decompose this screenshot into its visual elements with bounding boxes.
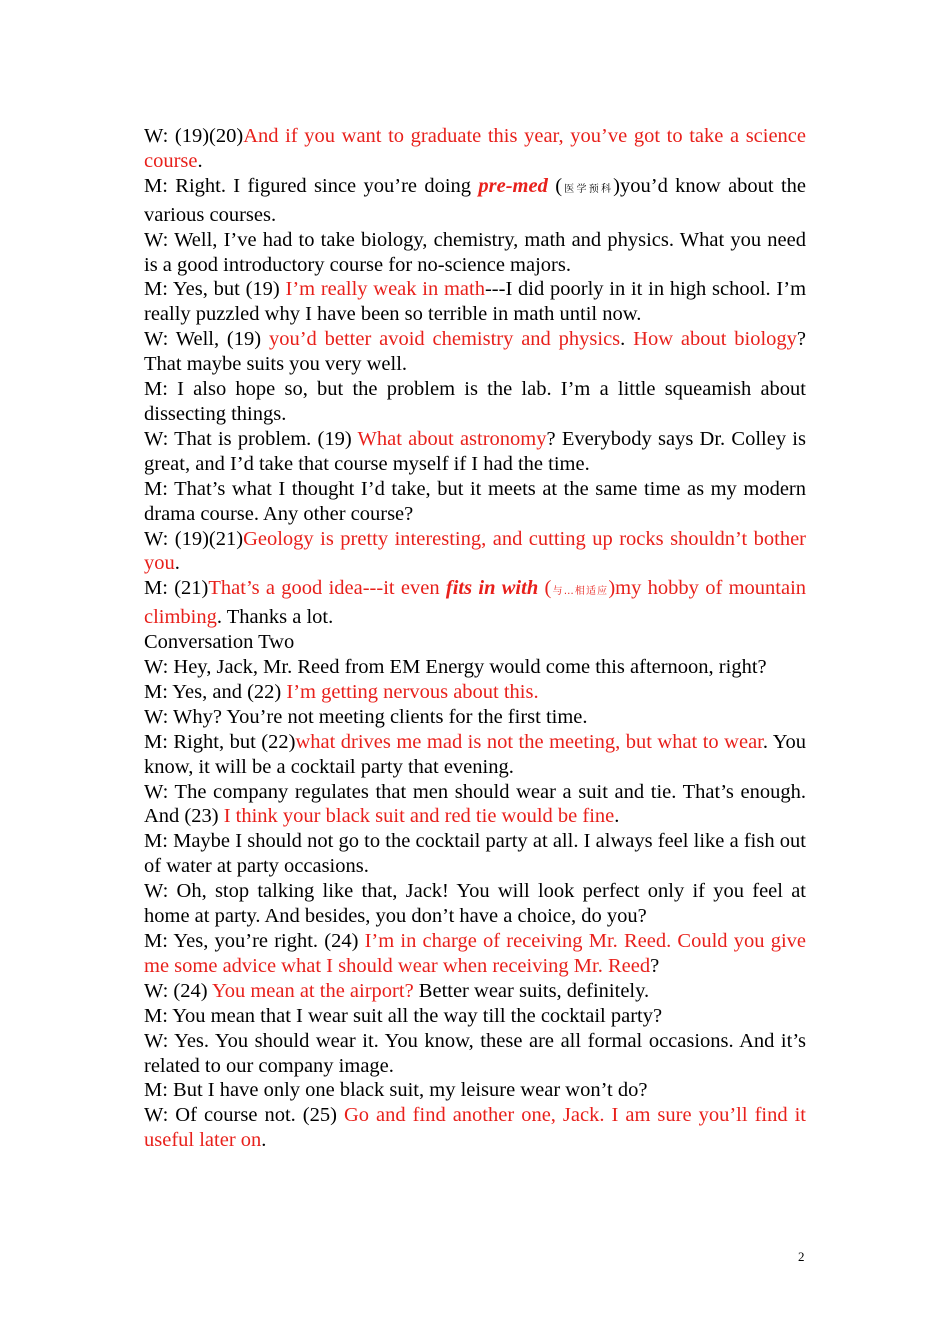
text-run: . bbox=[197, 149, 203, 172]
text-run: W: Yes. You should wear it. You know, these are all formal occasions. And it’s related to our company image. bbox=[144, 1029, 806, 1077]
text-run: M: Maybe I should not go to the cocktail party at all. I always feel like a fish out of water at party occasions. bbox=[144, 830, 806, 878]
text-run: . You know, it will be a cocktail party that evening. bbox=[144, 730, 806, 778]
text-run: W: (19)(20) bbox=[144, 125, 244, 147]
text-run: W: That is problem. (19) bbox=[144, 427, 358, 450]
dialogue-paragraph bbox=[144, 1103, 806, 1153]
dialogue-paragraph bbox=[144, 680, 806, 705]
text-run: M: But I have only one black suit, my leisure wear won’t do? bbox=[144, 1079, 648, 1102]
text-run: . Thanks a lot. bbox=[216, 606, 334, 629]
dialogue-paragraph bbox=[144, 576, 806, 630]
annotation-note: 医学预科 bbox=[562, 183, 614, 195]
dialogue-paragraph bbox=[144, 829, 806, 879]
text-run: W: Hey, Jack, Mr. Reed from EM Energy would come this afternoon, right? bbox=[144, 656, 767, 679]
highlighted-text: )my hobby of mountain climbing bbox=[144, 577, 807, 629]
highlighted-text: You mean at the airport? bbox=[211, 979, 414, 1002]
dialogue-paragraph bbox=[144, 730, 806, 780]
dialogue-paragraph bbox=[144, 780, 806, 830]
dialogue-paragraph bbox=[144, 477, 806, 527]
text-run: W: Well, I’ve had to take biology, chemistry, math and physics. What you need is a good introductory course for no-science majors. bbox=[144, 228, 806, 276]
highlighted-text: Geology is pretty interesting, and cutting up rocks shouldn’t bother you bbox=[144, 527, 806, 575]
text-run: ? bbox=[650, 954, 660, 977]
text-run: W: Of course not. (25) bbox=[144, 1104, 344, 1127]
highlighted-text: Go and find another one, Jack. I am sure you’ll find it useful later on bbox=[144, 1104, 806, 1152]
text-run: Conversation Two bbox=[144, 631, 295, 654]
text-run: W: Well, (19) bbox=[144, 328, 269, 351]
dialogue-paragraph bbox=[144, 427, 806, 477]
page-number: 2 bbox=[798, 1249, 805, 1264]
dialogue-paragraph bbox=[144, 174, 806, 228]
highlighted-text: How about biology bbox=[633, 328, 797, 351]
text-run: )you’d know about the various courses. bbox=[144, 174, 807, 226]
text-run: M: Right, but (22) bbox=[144, 730, 296, 753]
text-run: W: (19)(21) bbox=[144, 527, 244, 550]
highlighted-text: What about astronomy bbox=[357, 427, 547, 450]
highlighted-text: what drives me mad is not the meeting, but what to wear bbox=[295, 730, 763, 753]
text-run: . bbox=[174, 552, 180, 575]
dialogue-paragraph bbox=[144, 929, 806, 979]
dialogue-paragraph bbox=[144, 277, 806, 327]
dialogue-paragraph bbox=[144, 527, 806, 577]
text-run: M: Yes, but (19) bbox=[144, 278, 286, 301]
text-run: M: Yes, and (22) bbox=[144, 680, 287, 703]
highlighted-text: ( bbox=[538, 577, 552, 600]
dialogue-paragraph bbox=[144, 327, 806, 377]
annotation-note: 与…相适应 bbox=[551, 586, 609, 598]
text-run: . bbox=[614, 805, 620, 828]
highlighted-text: I’m getting nervous about this. bbox=[286, 680, 539, 703]
dialogue-paragraph bbox=[144, 1029, 806, 1079]
text-run: ---I did poorly in it in high school. I’m really puzzled why I have been so terrible in math until now. bbox=[144, 278, 807, 326]
highlighted-text: fits in with bbox=[445, 577, 539, 600]
text-run: M: That’s what I thought I’d take, but it meets at the same time as my modern drama course. Any other course? bbox=[144, 477, 806, 525]
dialogue-paragraph bbox=[144, 979, 806, 1004]
highlighted-text: And if you want to graduate this year, you’ve got to take a science course bbox=[144, 125, 807, 172]
dialogue-paragraph bbox=[144, 124, 806, 174]
dialogue-text bbox=[144, 124, 806, 1153]
highlighted-text: That’s a good idea---it even bbox=[208, 577, 446, 600]
highlighted-text: you’d better avoid chemistry and physics bbox=[268, 328, 621, 351]
text-run: . bbox=[620, 328, 634, 351]
text-run: Better wear suits, definitely. bbox=[413, 979, 650, 1002]
highlighted-text: I think your black suit and red tie would be fine bbox=[223, 805, 615, 828]
dialogue-paragraph bbox=[144, 377, 806, 427]
text-run: M: You mean that I wear suit all the way till the cocktail party? bbox=[144, 1004, 663, 1027]
highlighted-text: I’m really weak in math bbox=[285, 278, 485, 301]
highlighted-text: pre-med bbox=[478, 174, 548, 197]
dialogue-paragraph bbox=[144, 228, 806, 278]
dialogue-paragraph bbox=[144, 630, 806, 655]
text-run: ? Everybody says Dr. Colley is great, and I’d take that course myself if I had the time. bbox=[144, 427, 806, 475]
text-run: M: Right. I figured since you’re doing bbox=[144, 174, 479, 197]
text-run: M: (21) bbox=[144, 577, 209, 600]
text-run: W: (24) bbox=[144, 979, 212, 1002]
dialogue-paragraph bbox=[144, 655, 806, 680]
text-run: ? That maybe suits you very well. bbox=[144, 328, 807, 376]
highlighted-text: I’m in charge of receiving Mr. Reed. Could you give me some advice what I should wear when receiving Mr. Reed bbox=[144, 930, 806, 977]
dialogue-paragraph bbox=[144, 879, 806, 929]
text-run: . bbox=[261, 1129, 267, 1152]
text-run: W: The company regulates that men should wear a suit and tie. That’s enough. And (23) bbox=[144, 780, 806, 828]
text-run: ( bbox=[547, 174, 563, 197]
text-run: M: I also hope so, but the problem is the lab. I’m a little squeamish about dissecting things. bbox=[144, 378, 806, 425]
text-run: W: Oh, stop talking like that, Jack! You will look perfect only if you feel at home at party. And besides, you don’t have a choice, do you? bbox=[144, 880, 806, 928]
text-run: M: Yes, you’re right. (24) bbox=[144, 930, 365, 952]
dialogue-paragraph bbox=[144, 705, 806, 730]
dialogue-paragraph bbox=[144, 1004, 806, 1029]
text-run: W: Why? You’re not meeting clients for the first time. bbox=[144, 705, 588, 728]
dialogue-paragraph bbox=[144, 1078, 806, 1103]
